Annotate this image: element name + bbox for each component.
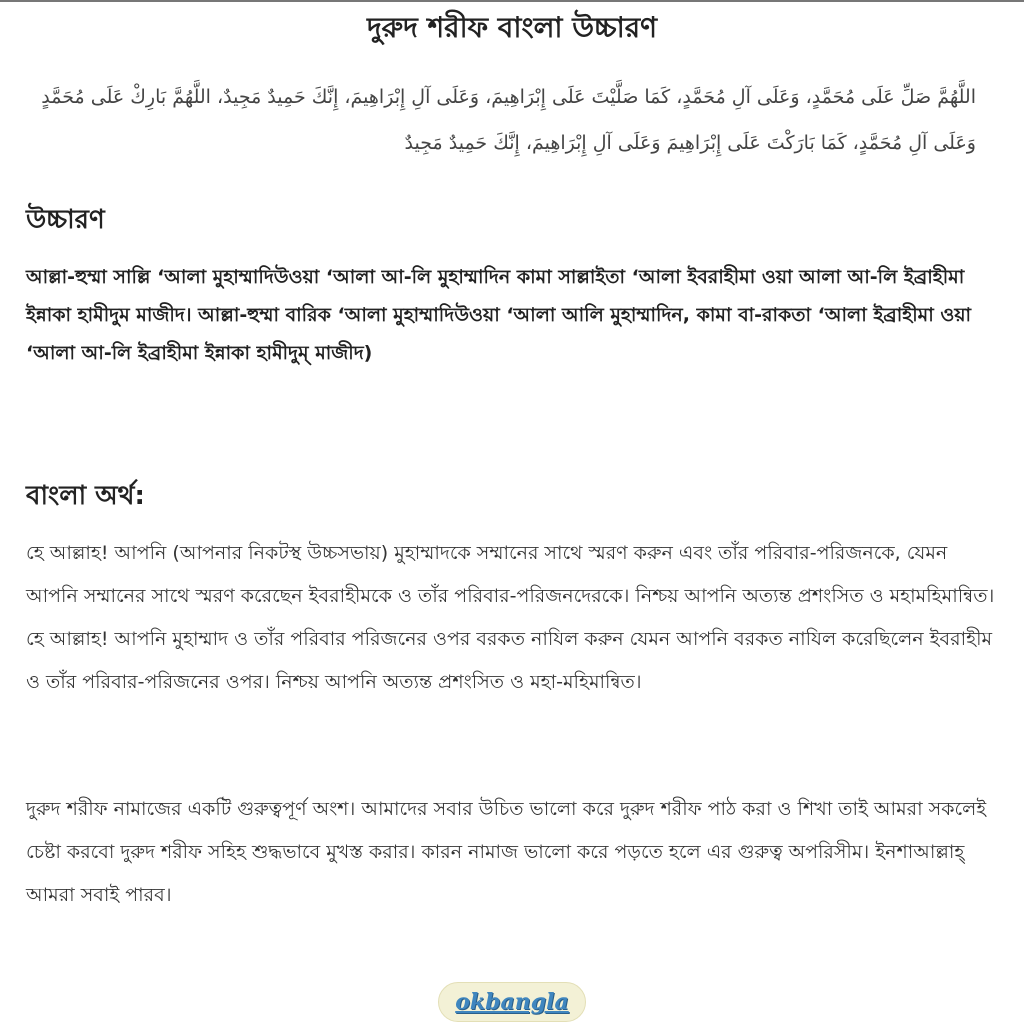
pronunciation-heading: উচ্চারণ	[26, 205, 105, 235]
arabic-durood-text: اللَّهُمَّ صَلِّ عَلَى مُحَمَّدٍ، وَعَلَى آلِ مُحَمَّدٍ، كَمَا صَلَّيْتَ عَلَى إِبْرَاهِيمَ، وَعَلَى آلِ إِبْرَاهِيمَ، إِنَّكَ حَمِيدٌ مَجِيدٌ، اللَّهُمَّ بَارِكْ عَلَى مُحَمَّدٍ وَعَلَى آلِ مُحَمَّدٍ، كَمَا بَارَكْتَ عَلَى إِبْرَاهِيمَ وَعَلَى آلِ إِبْرَاهِيمَ، إِنَّكَ حَمِيدٌ مَجِيدٌ	[41, 86, 976, 154]
closing-paragraph: দুরুদ শরীফ নামাজের একটি গুরুত্বপূর্ণ অংশ। আমাদের সবার উচিত ভালো করে দুরুদ শরীফ পাঠ করা ও শিখা তাই আমরা সকলেই চেষ্টা করবো দুরুদ শরীফ সহিহ শুদ্ধভাবে মুখস্ত করার। কারন নামাজ ভালো করে পড়তে হলে এর গুরুত্ব অপরিসীম। ইনশাআল্লাহ্ আমরা সবাই পারব।	[26, 798, 987, 906]
article-page	[0, 2, 1024, 1024]
page-title: দুরুদ শরীফ বাংলা উচ্চারণ	[366, 11, 658, 44]
site-logo[interactable]: okbangla	[438, 982, 586, 1022]
pronunciation-text: আল্লা-হুম্মা সাল্লি ‘আলা মুহাম্মাদিউওয়া ‘আলা আ-লি মুহাম্মাদিন কামা সাল্লাইতা ‘আলা ইবরাহীমা ওয়া আলা আ-লি ইব্রাহীমা ইন্নাকা হামীদুম মাজীদ। আল্লা-হুম্মা বারিক ‘আলা মুহাম্মাদিউওয়া ‘আলা আলি মুহাম্মাদিন, কামা বা-রাকতা ‘আলা ইব্রাহীমা ওয়া ‘আলা আ-লি ইব্রাহীমা ইন্নাকা হামীদুম্ মাজীদ)	[26, 266, 972, 364]
meaning-heading: বাংলা অর্থ:	[26, 481, 145, 511]
meaning-text: হে আল্লাহ! আপনি (আপনার নিকটস্থ উচ্চসভায়) মুহাম্মাদকে সম্মানের সাথে স্মরণ করুন এবং তাঁর পরিবার-পরিজনকে, যেমন আপনি সম্মানের সাথে স্মরণ করেছেন ইবরাহীমকে ও তাঁর পরিবার-পরিজনদেরকে। নিশ্চয় আপনি অত্যন্ত প্রশংসিত ও মহামহিমান্বিত। হে আল্লাহ! আপনি মুহাম্মাদ ও তাঁর পরিবার পরিজনের ওপর বরকত নাযিল করুন যেমন আপনি বরকত নাযিল করেছিলেন ইবরাহীম ও তাঁর পরিবার-পরিজনের ওপর। নিশ্চয় আপনি অত্যন্ত প্রশংসিত ও মহা-মহিমান্বিত।	[26, 542, 995, 693]
